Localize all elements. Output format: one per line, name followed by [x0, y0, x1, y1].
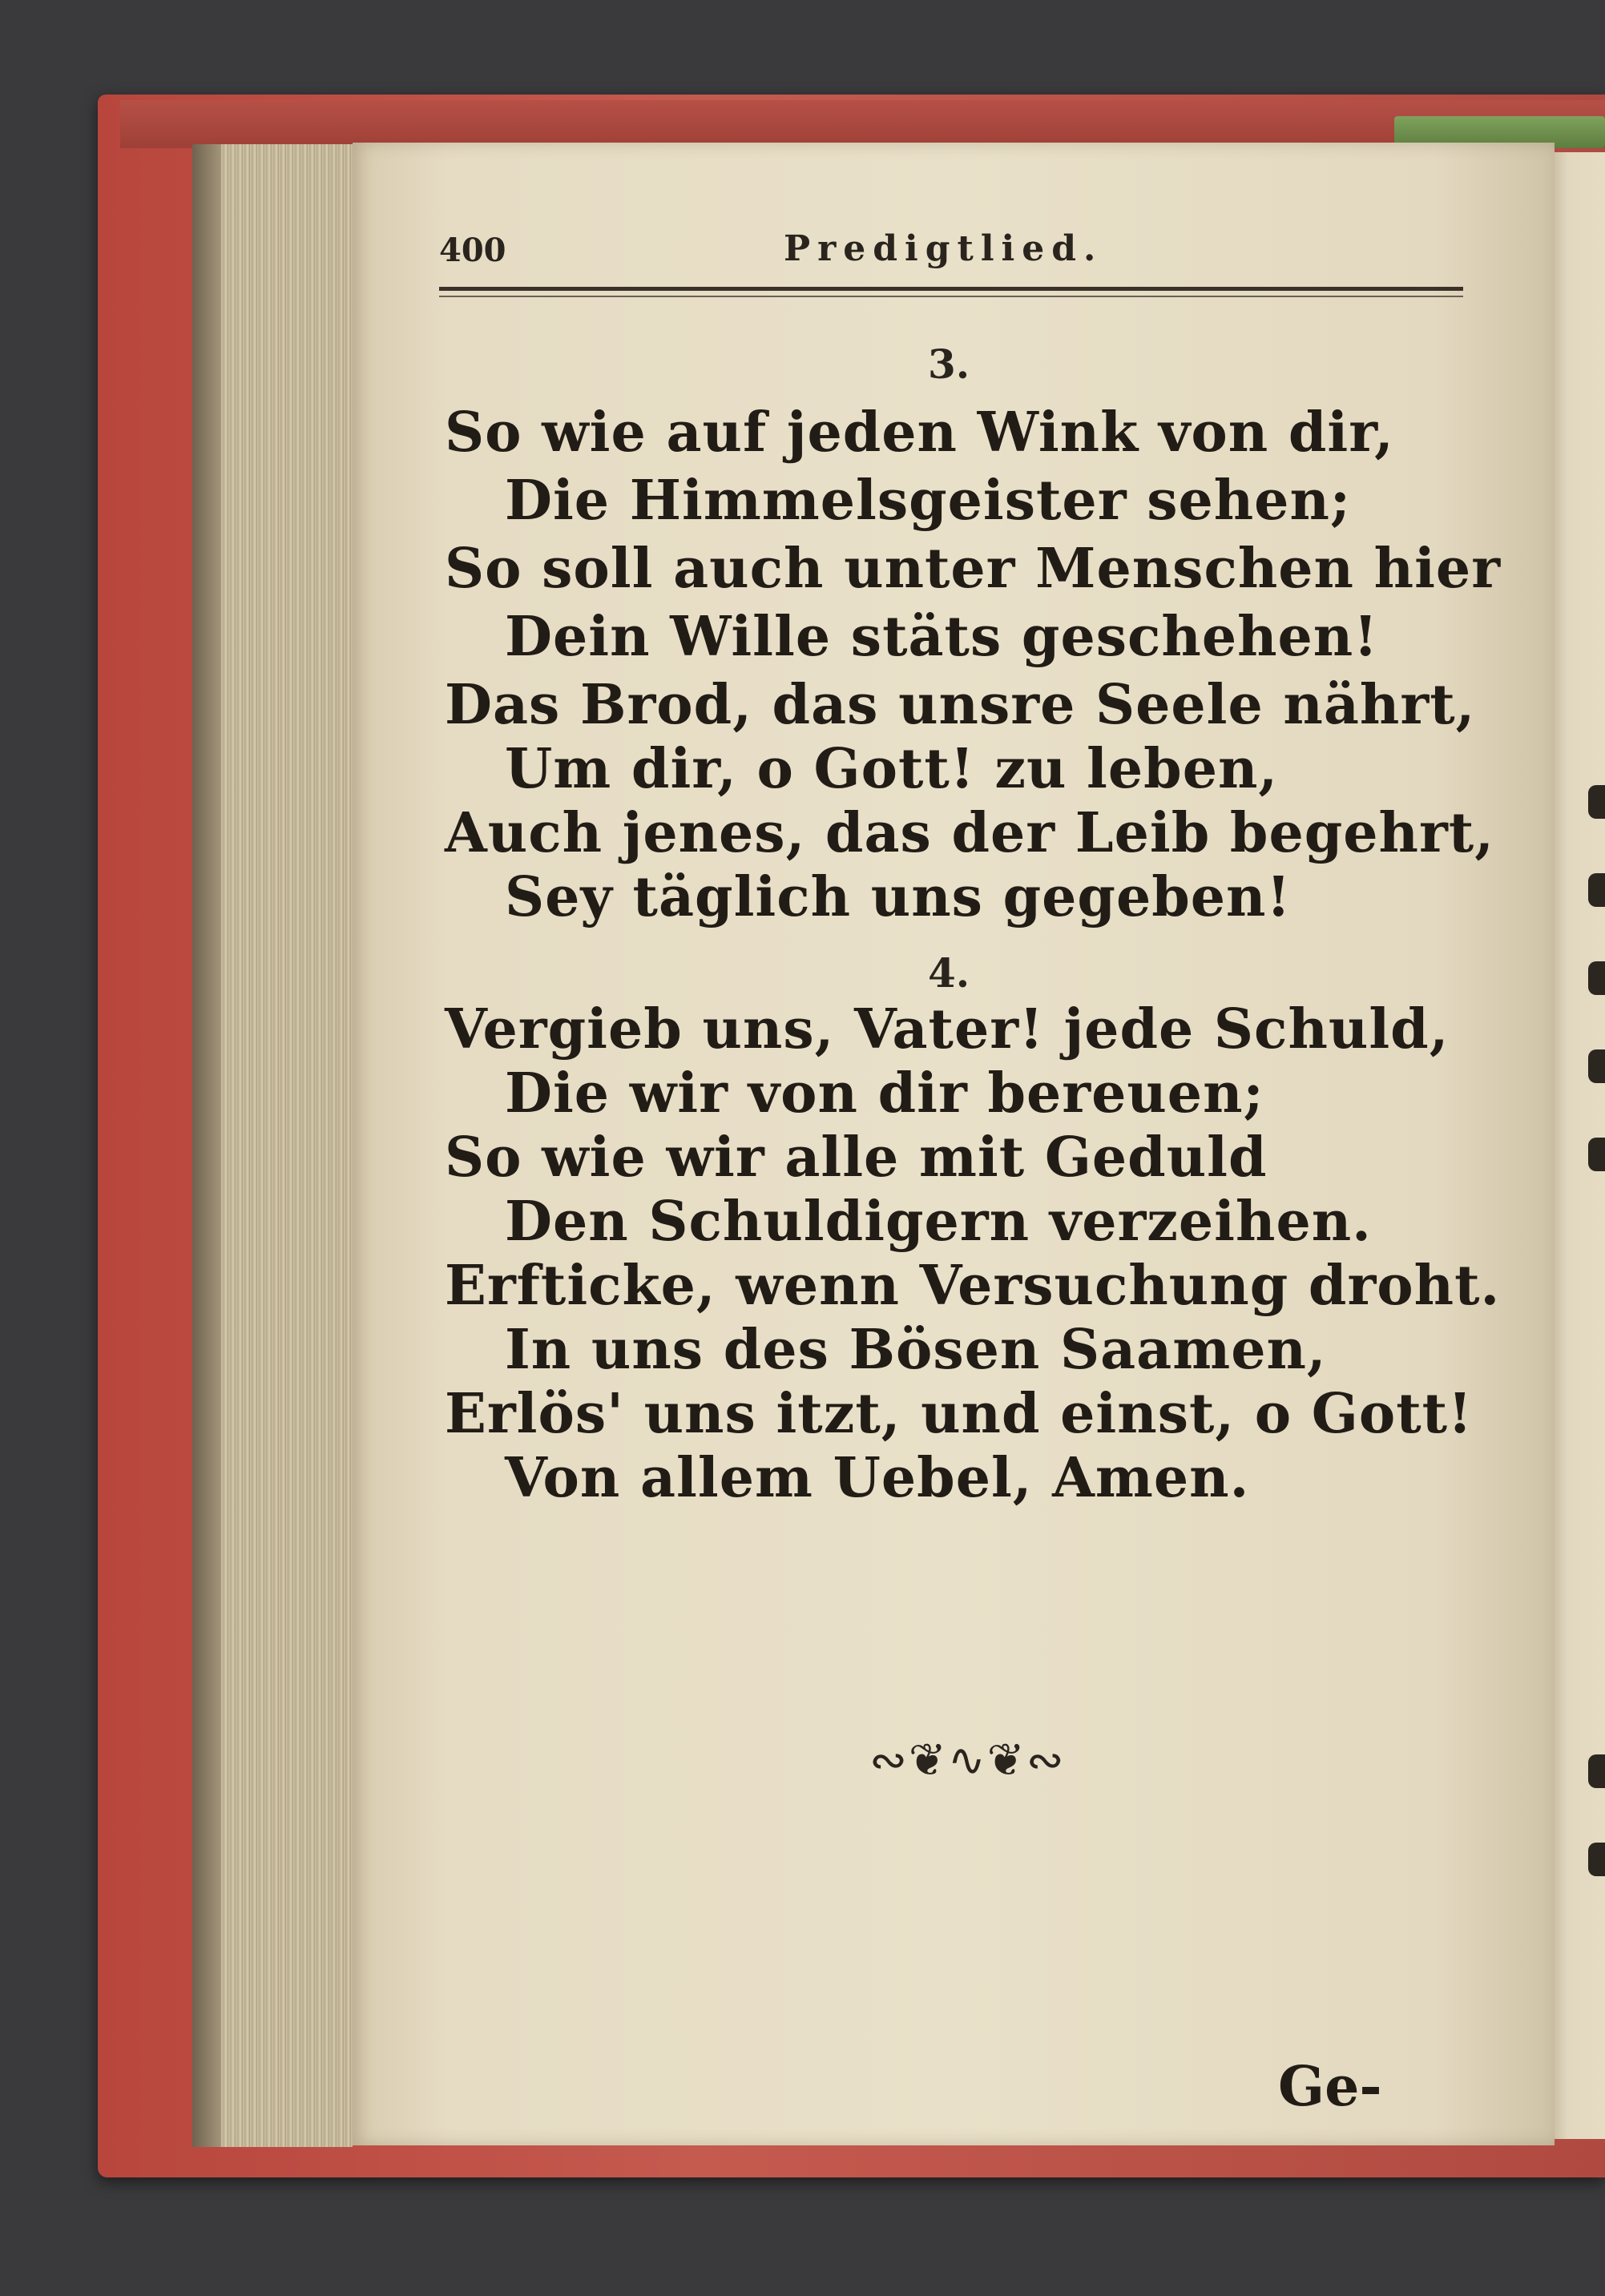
verse-line: Erfticke, wenn Versuchung droht.	[445, 1254, 1501, 1318]
verse-line: So wie auf jeden Wink von dir,	[445, 401, 1394, 465]
verse-line: Den Schuldigern verzeihen.	[505, 1190, 1372, 1254]
verse-line: So wie wir alle mit Geduld	[445, 1126, 1268, 1190]
verse-line: Auch jenes, das der Leib begehrt,	[445, 801, 1494, 865]
stanza-number: 3.	[928, 340, 970, 388]
verse-line: In uns des Bösen Saamen,	[505, 1318, 1327, 1382]
verse-line: Von allem Uebel, Amen.	[505, 1446, 1250, 1510]
header-rule-thin	[439, 296, 1463, 297]
facing-page-glyph	[1588, 1843, 1605, 1876]
verse-line: Vergieb uns, Vater! jede Schuld,	[445, 997, 1450, 1061]
facing-page-glyph	[1588, 873, 1605, 907]
verse-line: So soll auch unter Menschen hier	[445, 537, 1502, 601]
facing-page-glyph	[1588, 1049, 1605, 1083]
catchword: Ge-	[1278, 2055, 1382, 2119]
verse-line: Die Himmelsgeister sehen;	[505, 469, 1351, 533]
ornament-glyph: ∾❦∿❦∾	[869, 1734, 1066, 1786]
facing-page-glyph	[1588, 1138, 1605, 1171]
facing-page-glyph	[1588, 785, 1605, 819]
page-number: 400	[439, 232, 506, 269]
verse-line: Die wir von dir bereuen;	[505, 1061, 1264, 1126]
verse-line: Dein Wille stäts geschehen!	[505, 605, 1379, 669]
verse-line: Um dir, o Gott! zu leben,	[505, 737, 1279, 801]
running-head	[439, 228, 1465, 276]
facing-page-glyph	[1588, 961, 1605, 995]
verse-line: Erlös' uns itzt, und einst, o Gott!	[445, 1382, 1473, 1446]
running-title: Predigtlied.	[784, 228, 1103, 269]
book-cover-top	[120, 100, 1605, 148]
header-rule	[439, 287, 1463, 291]
verse-line: Sey täglich uns gegeben!	[505, 865, 1292, 929]
verse-line: Das Brod, das unsre Seele nährt,	[445, 673, 1476, 737]
stanza-number: 4.	[928, 949, 970, 997]
page-edges-shadow	[192, 144, 221, 2147]
facing-page-glyph	[1588, 1754, 1605, 1788]
